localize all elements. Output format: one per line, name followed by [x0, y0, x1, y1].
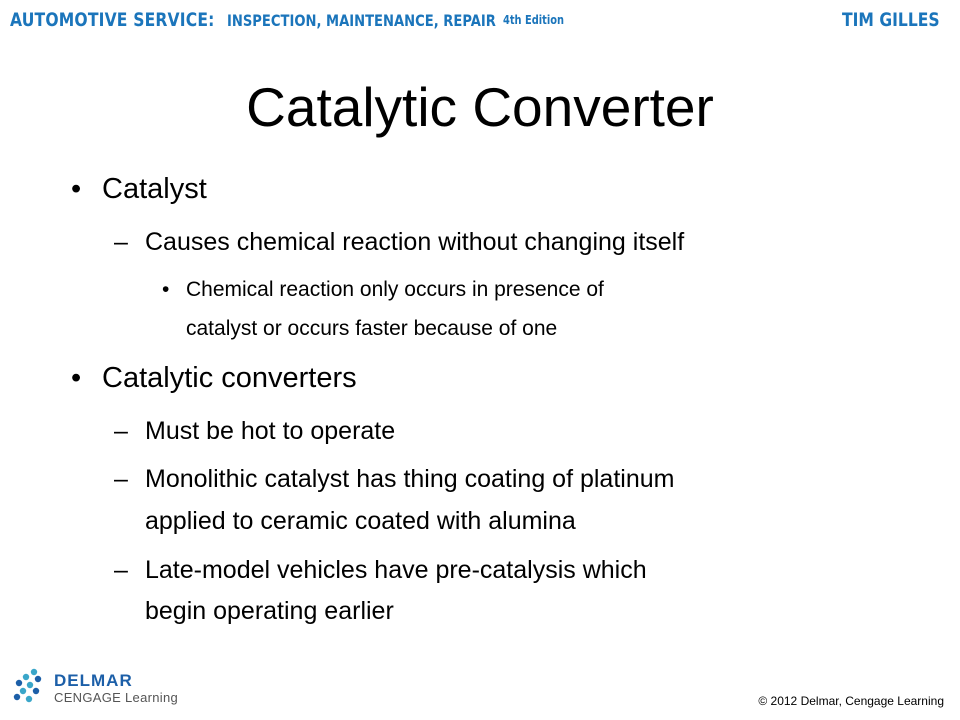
sub-sub-bullet-reaction: [162, 274, 604, 306]
sub-bullet-monolithic-cont: [145, 503, 576, 539]
banner-subtitle: INSPECTION, MAINTENANCE, REPAIR: [227, 11, 496, 30]
bullet-catalyst: [71, 171, 207, 207]
bullet-text: Causes chemical reaction without changing itself: [145, 228, 685, 256]
delmar-dots-icon: [12, 668, 48, 704]
bullet-marker: •: [162, 278, 170, 301]
banner-edition: 4th Edition: [503, 13, 564, 27]
bullet-text-line1: Monolithic catalyst has thing coating of platinum: [145, 465, 675, 493]
copyright-notice: © 2012 Delmar, Cengage Learning: [758, 694, 944, 708]
bullet-text-line2: catalyst or occurs faster because of one: [186, 317, 558, 340]
banner-author: TIM GILLES: [842, 9, 940, 31]
sub-bullet-hot: [114, 413, 396, 449]
bullet-text: Catalytic converters: [102, 362, 357, 394]
slide-title: Catalytic Converter: [246, 76, 714, 138]
bullet-text-line2: applied to ceramic coated with alumina: [145, 507, 576, 535]
sub-bullet-late-model-cont: [145, 593, 394, 629]
bullet-text-line2: begin operating earlier: [145, 597, 394, 625]
sub-sub-bullet-reaction-cont: [186, 313, 557, 345]
dash-marker: –: [114, 465, 128, 493]
bullet-text-line1: Late-model vehicles have pre-catalysis which: [145, 556, 647, 584]
dash-marker: –: [114, 556, 128, 584]
bullet-catalytic-converters: [71, 360, 357, 396]
dash-marker: –: [114, 417, 128, 445]
bullet-marker: •: [71, 362, 82, 394]
sub-bullet-monolithic: [114, 461, 675, 497]
logo-subtitle: CENGAGE Learning: [54, 690, 179, 705]
sub-bullet-causes: [114, 224, 685, 260]
dash-marker: –: [114, 228, 128, 256]
logo-name: DELMAR: [54, 671, 133, 690]
sub-bullet-late-model: [114, 552, 647, 588]
bullet-text: Catalyst: [102, 173, 207, 205]
bullet-marker: •: [71, 173, 82, 205]
bullet-text-line1: Chemical reaction only occurs in presence of: [186, 278, 604, 301]
banner-title: AUTOMOTIVE SERVICE:: [10, 9, 215, 31]
bullet-text: Must be hot to operate: [145, 417, 396, 445]
delmar-cengage-logo: [12, 668, 202, 708]
course-banner: [0, 0, 960, 38]
